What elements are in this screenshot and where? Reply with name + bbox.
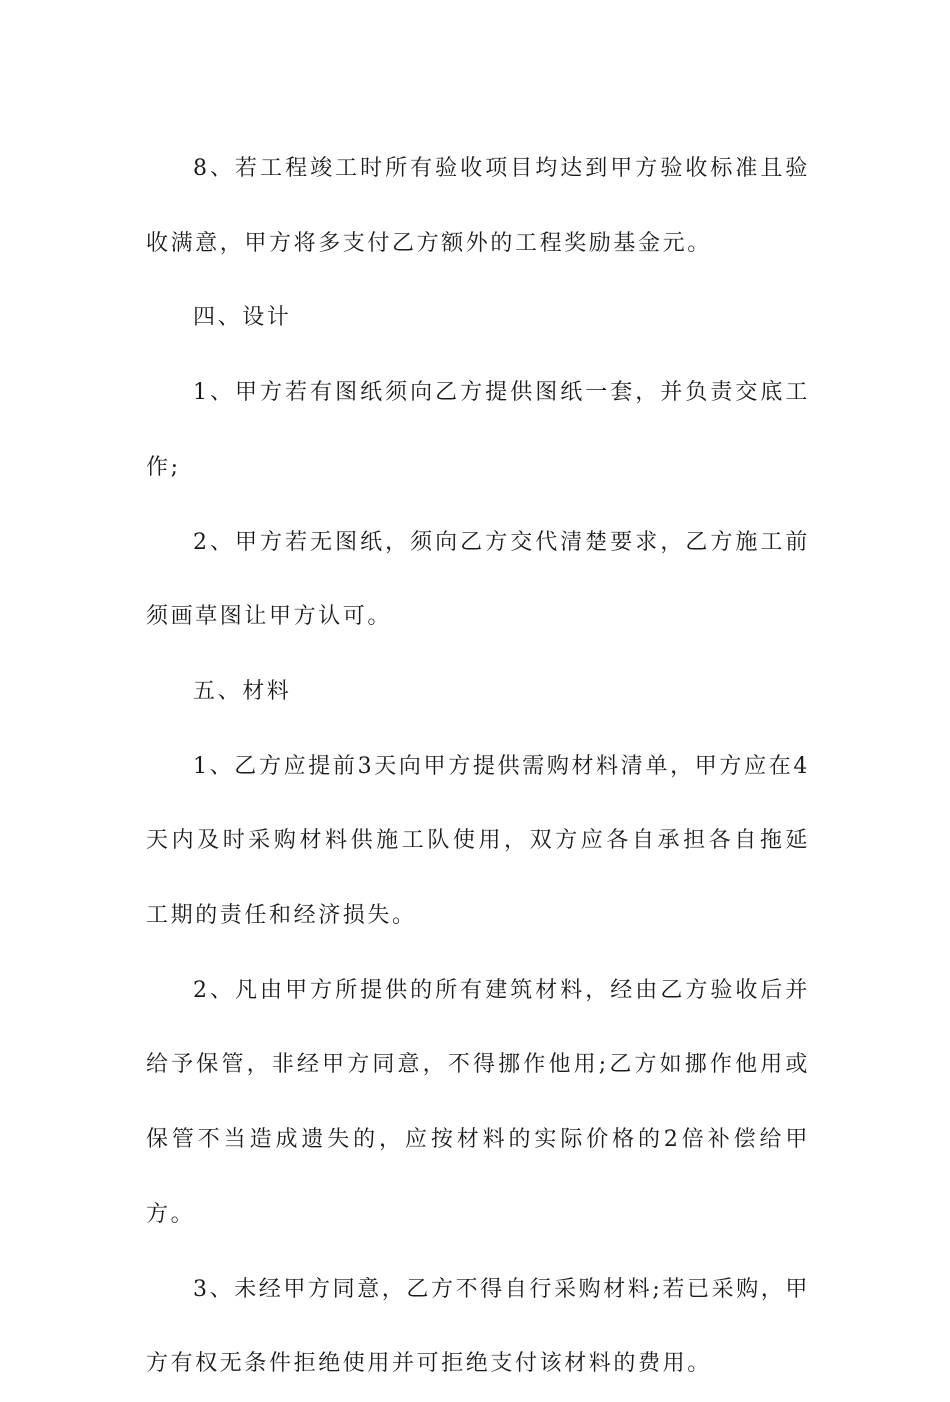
design-clause-1: 1、甲方若有图纸须向乙方提供图纸一套，并负责交底工作; [146,380,810,480]
materials-clause-1: 1、乙方应提前3天向甲方提供需购材料清单，甲方应在4天内及时采购材料供施工队使用，双方应各自承担各自拖延工期的责任和经济损失。 [146,753,810,929]
materials-clause-2: 2、凡由甲方所提供的所有建筑材料，经由乙方验收后并给予保管，非经甲方同意，不得挪作他用;乙方如挪作他用或保管不当造成遗失的，应按材料的实际价格的2倍补偿给甲方。 [146,977,810,1227]
section-heading-materials: 五、材料 [193,678,292,704]
materials-clause-3: 3、未经甲方同意，乙方不得自行采购材料;若已采购，甲方有权无条件拒绝使用并可拒绝支付该材料的费用。 [146,1276,811,1377]
document-body [146,132,810,1402]
clause-8-acceptance-bonus: 8、若工程竣工时所有验收项目均达到甲方验收标准且验收满意，甲方将多支付乙方额外的工程奖励基金元。 [146,156,810,256]
design-clause-2: 2、甲方若无图纸，须向乙方交代清楚要求，乙方施工前须画草图让甲方认可。 [146,529,810,630]
section-heading-design: 四、设计 [193,305,292,331]
